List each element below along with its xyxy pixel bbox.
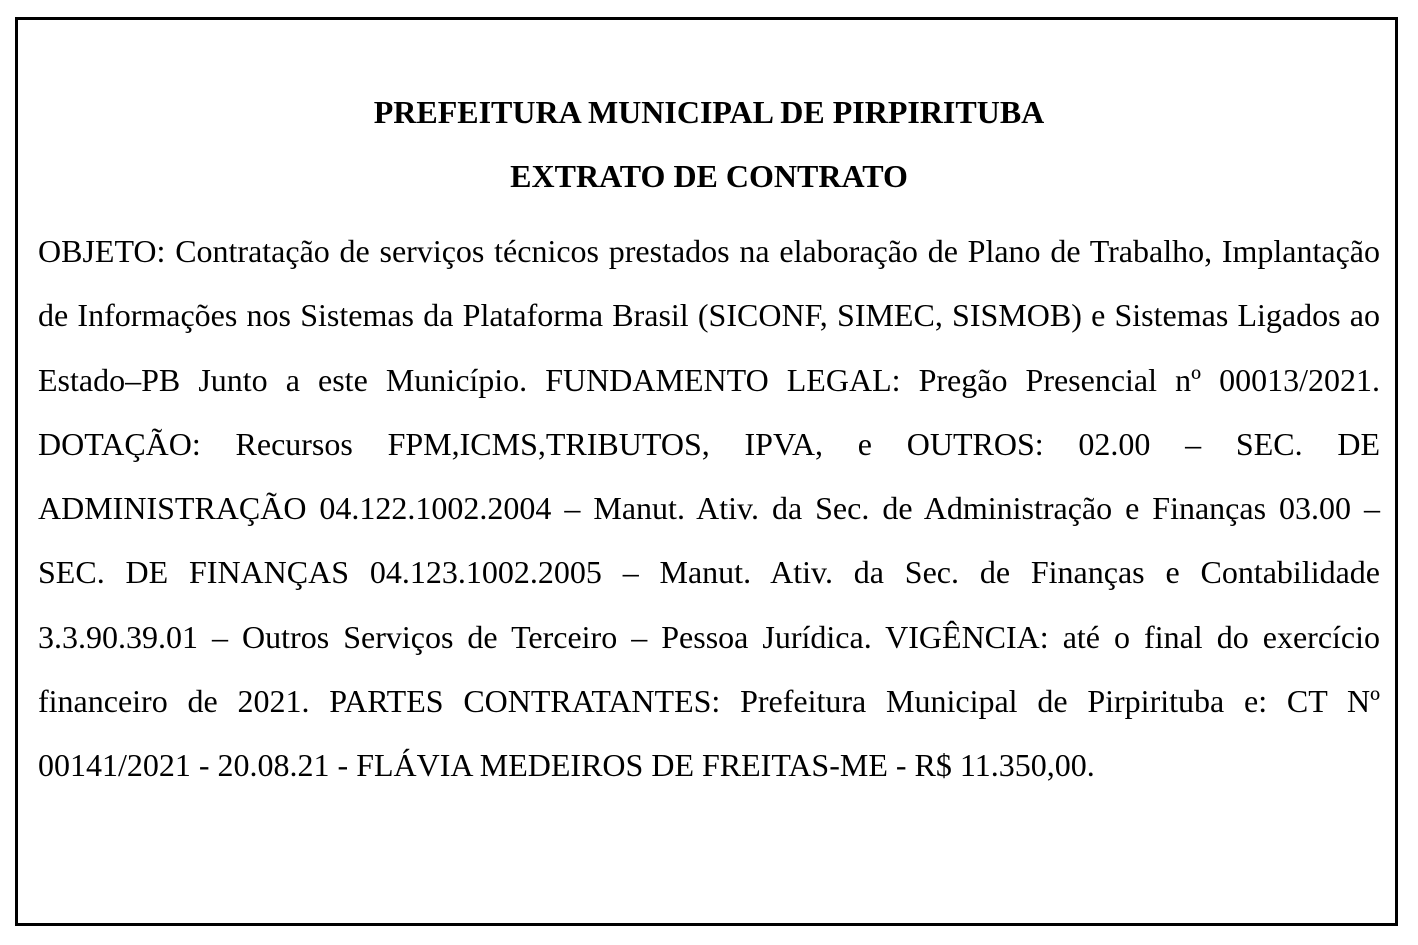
- municipality-heading: PREFEITURA MUNICIPAL DE PIRPIRITUBA: [373, 94, 1045, 130]
- document-title: EXTRATO DE CONTRATO: [510, 158, 908, 194]
- contract-extract-body: OBJETO: Contratação de serviços técnicos prestados na elaboração de Plano de Trabalho, Implantação de Informações nos Sistemas da Plataforma Brasil (SICONF, SIMEC, SISMOB) e Sistemas Ligados ao Estado–PB Junto a este Município. FUNDAMENTO LEGAL: Pregão Presencial nº 00013/2021. DOTAÇÃO: Recursos FPM,ICMS,TRIBUTOS, IPVA, e OUTROS: 02.00 – SEC. DE ADMINISTRAÇÃO 04.122.1002.2004 – Manut. Ativ. da Sec. de Administração e Finanças 03.00 – SEC. DE FINANÇAS 04.123.1002.2005 – Manut. Ativ. da Sec. de Finanças e Contabilidade 3.3.90.39.01 – Outros Serviços de Terceiro – Pessoa Jurídica. VIGÊNCIA: até o final do exercício financeiro de 2021. PARTES CONTRATANTES: Prefeitura Municipal de Pirpirituba e: CT Nº 00141/2021 - 20.08.21 - FLÁVIA MEDEIROS DE FREITAS-ME - R$ 11.350,00.: [38, 233, 1380, 784]
